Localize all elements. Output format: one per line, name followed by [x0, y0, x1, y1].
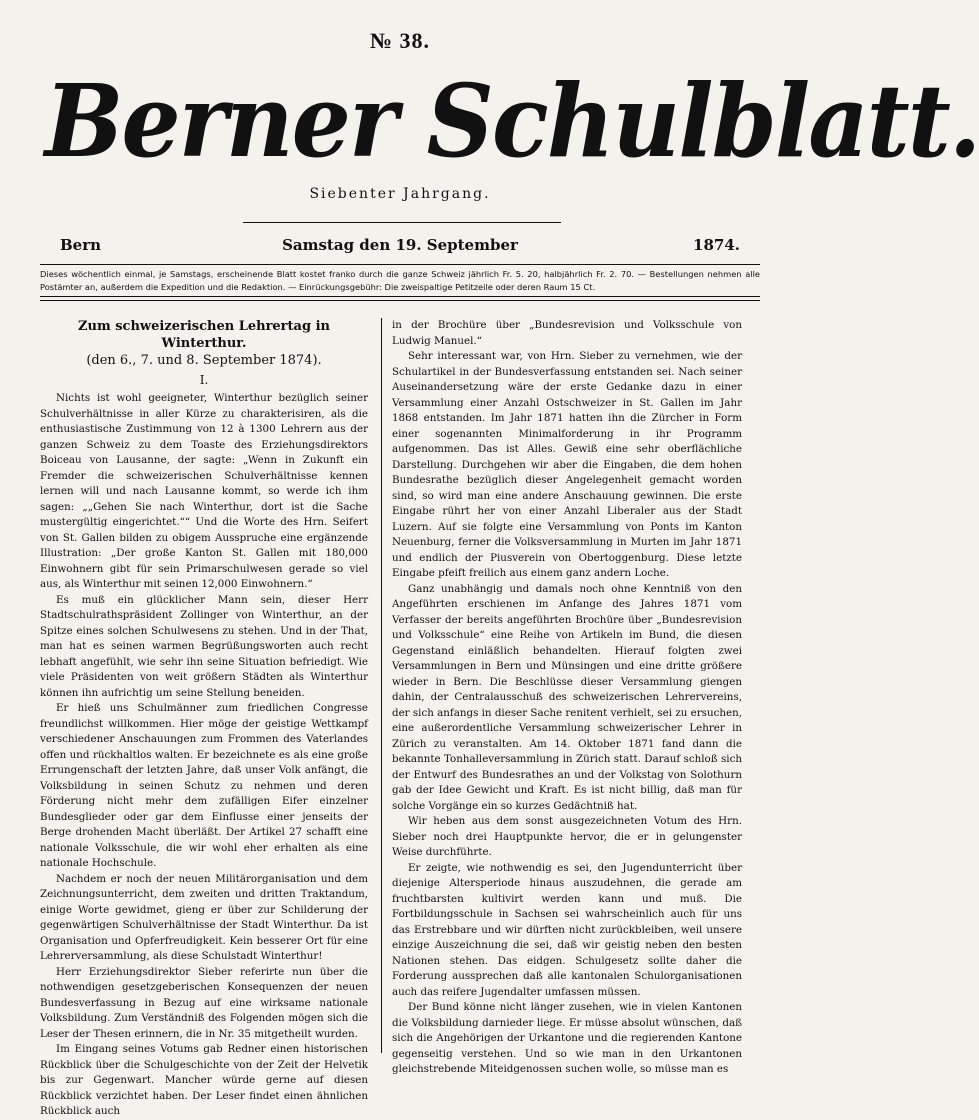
subscription-notice: Dieses wöchentlich einmal, je Samstags, erscheinende Blatt kostet franko durch die ganze Schweiz jährlich Fr. 5. 20, halbjährlich Fr. 2. 70. — Bestellungen nehmen alle Postämter an, außerdem die Expedition und die Redaktion. — Einrückungsgebühr: Die zweispaltige Petitzeile oder deren Raum 15 Ct.: [40, 269, 760, 292]
header-divider: [243, 222, 561, 223]
issue-number: № 38.: [369, 28, 431, 53]
paragraph: Er zeigte, wie nothwendig es sei, den Jugendunterricht über diejenige Altersperiode hinaus auszudehnen, die gerade am fruchtbarsten kultivirt werden kann und muß. Die Fortbildungsschule in Sachsen sei wahrscheinlich auch für uns das Erstrebbare und wir dürften nicht zurückbleiben, weil unsere einzige Auszeichnung die sei, daß wir geistig neben den besten Nationen stehen. Das eidgen. Schulgesetz sollte daher die Forderung aussprechen daß alle kantonalen Schulorganisationen auch das reifere Jugendalter umfassen müssen.: [392, 861, 742, 998]
rule-top: [40, 264, 760, 265]
column-divider: [381, 318, 382, 1053]
paragraph: Nichts ist wohl geeigneter, Winterthur bezüglich seiner Schulverhältnisse in aller Kürze zu charakterisiren, als die enthusiastische Zustimmung von 12 à 1300 Lehrern aus der ganzen Schweiz zu dem Toaste des Erziehungsdirektors Boiceau von Lausanne, der sagte: „Wenn in Zukunft ein Fremder die schweizerischen Schulverhältnisse kennen lernen will und nach Lausanne kommt, so werde ich ihm sagen: „„Gehen Sie nach Winterthur, dort ist die Sache mustergültig eingerichtet.““ Und die Worte des Hrn. Seifert von St. Gallen bilden zu obigem Ausspruche eine ergänzende Illustration: „Der große Kanton St. Gallen mit 180,000 Einwohnern gibt für sein Primarschulwesen gerade so viel aus, als Winterthur mit seinen 12,000 Einwohnern.“: [40, 392, 368, 590]
paragraph: Herr Erziehungsdirektor Sieber referirte nun über die nothwendigen gesetzgeberischen Konsequenzen der neuen Bundesverfassung in Bezug auf eine wirksame nationale Volksbildung. Zum Verständniß des Folgenden mögen sich die Leser der Thesen erinnern, die in Nr. 35 mitgetheilt wurden.: [40, 965, 368, 1040]
paragraph: Der Bund könne nicht länger zusehen, wie in vielen Kantonen die Volksbildung darnieder liege. Er müsse absolut wünschen, daß sich die Angehörigen der Urkantone und die regierenden Kantone gegenseitig verstehen. Und so wie man in den Urkantonen gleichstrebende Miteidgenossen suchen wolle, so müsse man es: [392, 1001, 742, 1075]
paragraph: Es muß ein glücklicher Mann sein, dieser Herr Stadtschulrathspräsident Zollinger von Winterthur, an der Spitze eines solchen Schulwesens zu stehen. Und in der That, man hat es seinen warmen Begrüßungsworten auch recht lebhaft angefühlt, wie sehr ihn seine Situation befriedigt. Wie viele Präsidenten von weit größern Städten als Winterthur können ihn aufrichtig um seine Stellung beneiden.: [40, 593, 368, 699]
dateline-place: Bern: [60, 236, 102, 254]
article-headline: Zum schweizerischen Lehrertag in Winterthur.: [78, 319, 330, 351]
paragraph: Ganz unabhängig und damals noch ohne Kenntniß von den Angeführten erschienen im Anfange des Jahres 1871 vom Verfasser der bereits angeführten Brochüre über „Bundesrevision und Volksschule“ eine Reihe von Artikeln im Bund, die diesen Gegenstand einläßlich behandelten. Hierauf folgten zwei Versammlungen in Bern und Münsingen und eine dritte größere wieder in Bern. Die Beschlüsse dieser Versammlung giengen dahin, der Centralausschuß des schweizerischen Lehrervereins, der sich anfangs in dieser Sache renitent verhielt, sei zu ersuchen, eine außerordentliche Versammlung schweizerischer Lehrer in Zürich zu veranstalten. Am 14. Oktober 1871 fand dann die bekannte Tonhalleversammlung in Zürich statt. Darauf schloß sich der Entwurf des Bundesrathes an und der Volkstag von Solothurn gab der Idee Gewicht und Kraft. Es ist nicht billig, daß man für solche Vorgänge ein so kurzes Gedächtniß hat.: [392, 582, 742, 812]
paragraph: in der Brochüre über „Bundesrevision und Volksschule von Ludwig Manuel.“: [392, 319, 742, 347]
dateline: [60, 236, 740, 260]
masthead-title: Berner Schulblatt.: [44, 62, 979, 180]
paragraph: Sehr interessant war, von Hrn. Sieber zu vernehmen, wie der Schulartikel in der Bundesverfassung entstanden sei. Nach seiner Auseinandersetzung wäre der erste Gedanke dazu in einer Versammlung einer Anzahl Ostschweizer in St. Gallen im Jahr 1868 entstanden. Im Jahr 1871 hatten ihn die Zürcher in Form einer sogenannten Minimalforderung in ihr Programm aufgenommen. Das ist Alles. Gewiß eine sehr oberflächliche Darstellung. Durchgehen wir aber die Eingaben, die dem hohen Bundesrathe bezüglich dieser Angelegenheit gemacht worden sind, so wird man eine andere Anschauung gewinnen. Die erste Eingabe rührt her von einer Anzahl Liberaler aus der Stadt Luzern. Auf sie folgte eine Versammlung von Ponts im Kanton Neuenburg, ferner die Volksversammlung in Murten im Jahr 1871 und endlich der Piusverein von Obertoggenburg. Diese letzte Eingabe pfeift freilich aus einem ganz andern Loche.: [392, 350, 742, 579]
article-dates: (den 6., 7. und 8. September 1874).: [86, 353, 322, 368]
paragraph: Im Eingang seines Votums gab Redner einen historischen Rückblick über die Schulgeschichte von der Zeit der Helvetik bis zur Gegenwart. Mancher würde gerne auf diesen Rückblick verzichtet haben. Der Leser findet einen ähnlichen Rückblick auch: [40, 1043, 368, 1117]
paragraph: Er hieß uns Schulmänner zum friedlichen Congresse freundlichst willkommen. Hier möge der geistige Wettkampf verschiedener Anschauungen zum Frommen des Vaterlandes offen und rückhaltlos walten. Er bezeichnete es als eine große Errungenschaft der letzten Jahre, daß unser Volk anfängt, die Volksbildung in seinen Schutz zu nehmen und deren Förderung nicht mehr dem zufälligen Eifer einzelner Bundesglieder oder gar dem Einflusse einer jenseits der Berge drohenden Macht überläßt. Der Artikel 27 schafft eine nationale Volksschule, die wir wohl eher erhalten als eine nationale Hochschule.: [40, 702, 368, 869]
article-column-left: [40, 318, 368, 1117]
article-column-right: [392, 318, 742, 1075]
paragraph: Wir heben aus dem sonst ausgezeichneten Votum des Hrn. Sieber noch drei Hauptpunkte hervor, die er in gelungenster Weise durchführte.: [392, 815, 742, 858]
dateline-year: 1874.: [693, 236, 740, 254]
rule-bottom-2: [40, 300, 760, 301]
article-section-number: I.: [199, 373, 209, 387]
dateline-date: Samstag den 19. September: [282, 236, 518, 254]
rule-bottom-1: [40, 296, 760, 297]
paragraph: Nachdem er noch der neuen Militärorganisation und dem Zeichnungsunterricht, dem zweiten und dritten Traktandum, einige Worte gewidmet, gieng er über zur Schilderung der gegenwärtigen Schulverhältnisse der Stadt Winterthur. Da ist Organisation und Opferfreudigkeit. Kein besserer Ort für eine Lehrerversammlung, als diese Schulstadt Winterthur!: [40, 872, 368, 962]
volume-subtitle: Siebenter Jahrgang.: [309, 186, 491, 202]
